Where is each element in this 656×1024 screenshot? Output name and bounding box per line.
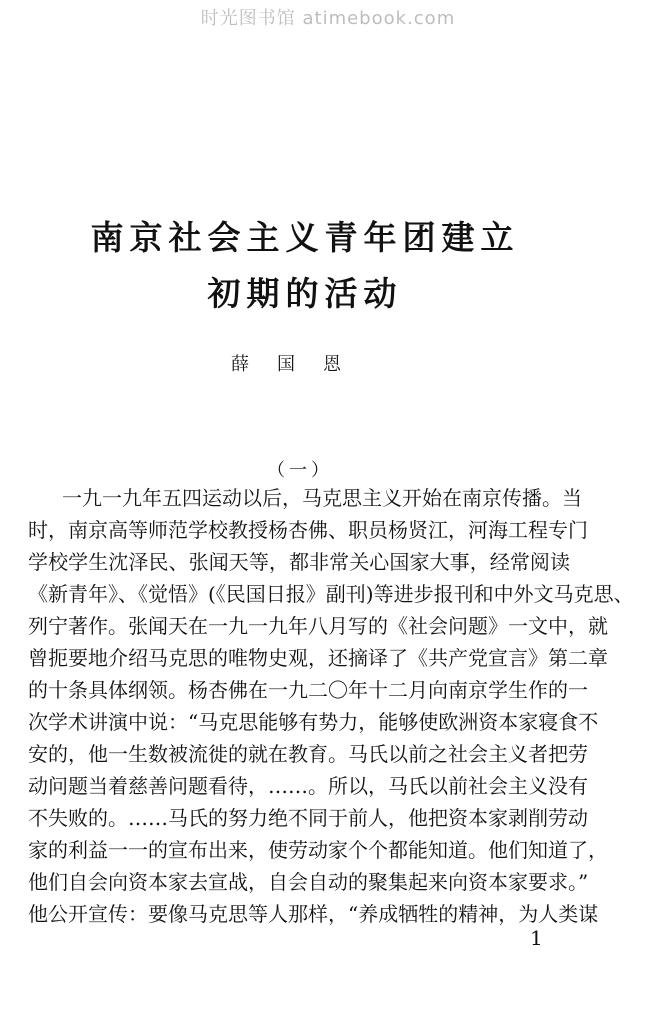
- article-title-line-2: 初期的活动: [207, 274, 403, 313]
- page-number: 1: [530, 926, 543, 950]
- article-title-line-1: 南京社会主义青年团建立: [90, 218, 520, 257]
- body-line: 的十条具体纲领。杨杏佛在一九二〇年十二月向南京学生作的一: [28, 678, 588, 702]
- body-line: 安的，他一生数被流徙的就在教育。马氏以前之社会主义者把劳: [28, 742, 588, 766]
- body-line: 次学术讲演中说：“马克思能够有势力，能够使欧洲资本家寝食不: [28, 710, 599, 734]
- author-name: 薛国恩: [231, 354, 369, 375]
- body-line: 列宁著作。张闻天在一九一九年八月写的《社会问题》一文中，就: [28, 614, 608, 638]
- section-heading: （一）: [267, 460, 333, 481]
- body-line: 时，南京高等师范学校教授杨杏佛、职员杨贤江，河海工程专门: [28, 518, 588, 542]
- body-line: 他们自会向资本家去宣战，自会自动的聚集起来向资本家要求。”: [28, 870, 589, 894]
- watermark-text: 时光图书馆 atimebook.com: [200, 8, 456, 29]
- body-line: 不失败的。……马氏的努力绝不同于前人，他把资本家剥削劳动: [28, 806, 588, 830]
- body-line: 他公开宣传：要像马克思等人那样，“养成牺牲的精神，为人类谋: [28, 902, 599, 926]
- body-line: 动问题当着慈善问题看待，……。所以，马氏以前社会主义没有: [28, 774, 588, 798]
- body-line: 《新青年》、《觉悟》(《民国日报》副刊)等进步报刊和中外文马克思、: [28, 582, 634, 606]
- body-line: 家的利益一一的宣布出来，使劳动家个个都能知道。他们知道了，: [28, 838, 608, 862]
- body-line: 曾扼要地介绍马克思的唯物史观，还摘译了《共产党宣言》第二章: [28, 646, 608, 670]
- body-line: 一九一九年五四运动以后，马克思主义开始在南京传播。当: [62, 486, 582, 510]
- body-line: 学校学生沈泽民、张闻天等，都非常关心国家大事，经常阅读: [28, 550, 570, 574]
